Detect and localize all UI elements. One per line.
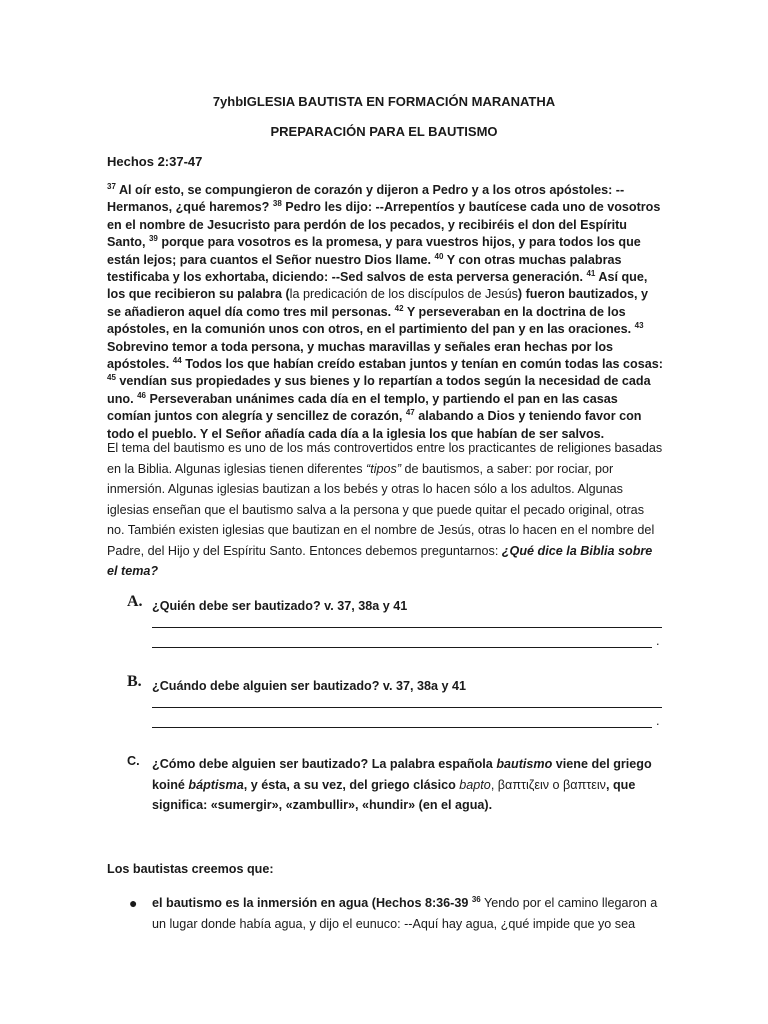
verse-number: 43 [634, 321, 644, 331]
verse-number: 47 [405, 408, 415, 418]
question-letter: A. [127, 593, 143, 610]
scripture-reference: Hechos 2:37-47 [107, 154, 203, 169]
intro-question: ¿Qué dice la Biblia sobre el tema? [107, 543, 653, 578]
verse-number: 44 [172, 355, 182, 365]
question-text: ¿Cuándo debe alguien ser bautizado? v. 37, 38a y 41 [152, 679, 467, 693]
intro-text: El tema del bautismo es uno de los más controvertidos entre los practicantes de religiones basadas en la Biblia. Algunas iglesias tienen diferentes [107, 441, 663, 476]
question-letter: B. [127, 673, 142, 690]
intro-text: de bautismos, a saber: por rociar, por inmersión. Algunas iglesias bautizan a los bebés y otras lo hacen sólo a los adultos. Algunas iglesias enseñan que el bautismo salva a la persona y que puede quitar el pecado original, otras no. También existen iglesias que bautizan en el nombre de Jesús, otras lo hacen en el nombre del Padre, del Hijo y del Espíritu Santo. Entonces debemos preguntarnos: [107, 461, 655, 558]
verse-annotation: la predicación de los discípulos de Jesús [289, 287, 518, 302]
verse-text: ) fueron bautizados, y se añadieron aquel día como tres mil personas. [107, 287, 649, 319]
verse-text: Así que, los que recibieron su palabra ( [107, 270, 648, 302]
answer-line[interactable] [152, 727, 652, 728]
line-period: . [656, 714, 660, 728]
answer-line[interactable] [152, 707, 662, 708]
verse-number: 37 [107, 181, 116, 191]
verse-number: 40 [434, 251, 444, 261]
verse-text: vendían sus propiedades y sus bienes y lo repartían a todos según la necesidad de cada uno. [107, 374, 651, 406]
verse-text: alabando a Dios y teniendo favor con todo el pueblo. Y el Señor añadía cada día a la iglesia los que habían de ser salvos. [107, 409, 642, 441]
verse-text: Al oír esto, se compungieron de corazón y dijeron a Pedro y a los otros apóstoles: --Hermanos, ¿qué haremos? [107, 183, 625, 215]
verse-text: Todos los que habían creído estaban juntos y tenían en común todas las cosas: [185, 357, 663, 372]
verse-number: 38 [272, 199, 282, 209]
answer-line[interactable] [152, 647, 652, 648]
verse-text: Perseveraban unánimes cada día en el templo, y partiendo el pan en las casas comían juntos con alegría y sencillez de corazón, [107, 391, 618, 424]
verse-text: Y perseveraban en la doctrina de los apóstoles, en la comunión unos con otros, en el partimiento del pan y en las oraciones. [107, 304, 632, 337]
verse-text: Y con otras muchas palabras testificaba y los exhortaba, diciendo: --Sed salvos de esta perversa generación. [107, 252, 622, 285]
verse-number: 46 [137, 390, 146, 400]
document-subtitle: PREPARACIÓN PARA EL BAUTISMO [270, 124, 498, 139]
section-heading: Los bautistas creemos que: [107, 862, 274, 876]
question-text: ¿Quién debe ser bautizado? v. 37, 38a y 41 [152, 599, 408, 613]
verse-number: 42 [394, 303, 404, 313]
list-item-text: el bautismo es la inmersión en agua (Hechos 8:36-39 $^{36}$ Yendo por el camino llegaron a un lugar donde había agua, y dijo el eunuco: --Aquí hay agua, ¿qué impide que yo sea [152, 894, 658, 931]
scripture-passage [107, 182, 663, 443]
verse-number: 41 [586, 268, 596, 278]
verse-number: 45 [107, 373, 116, 383]
verse-text: Pedro les dijo: --Arrepentíos y bautícese cada uno de vosotros en el nombre de Jesucristo para perdón de los pecados, y recibiréis el don del Espíritu Santo, [107, 200, 661, 250]
intro-emphasis: “tipos” [366, 461, 402, 476]
verse-number: 39 [148, 234, 158, 244]
question-text: ¿Cómo debe alguien ser bautizado? La palabra española bautismo viene del griego koiné báptisma, y ésta, a su vez, del griego clásico bapto, βαπτιζειν o βαπτειν, que significa: «sumergir», «zambullir», «hundir» (en el agua). [152, 757, 652, 812]
intro-paragraph [107, 438, 663, 582]
verse-text: porque para vosotros es la promesa, y para vuestros hijos, y para todos los que están lejos; para cuantos el Señor nuestro Dios llame. [107, 235, 641, 267]
answer-line[interactable] [152, 627, 662, 628]
bullet-icon: ● [129, 895, 138, 911]
line-period: . [656, 634, 660, 648]
question-letter: C. [127, 754, 140, 768]
document-title: 7yhbIGLESIA BAUTISTA EN FORMACIÓN MARANATHA [212, 94, 556, 109]
verse-text: Sobrevino temor a toda persona, y muchas maravillas y señales eran hechas por los apóstoles. [107, 339, 614, 372]
